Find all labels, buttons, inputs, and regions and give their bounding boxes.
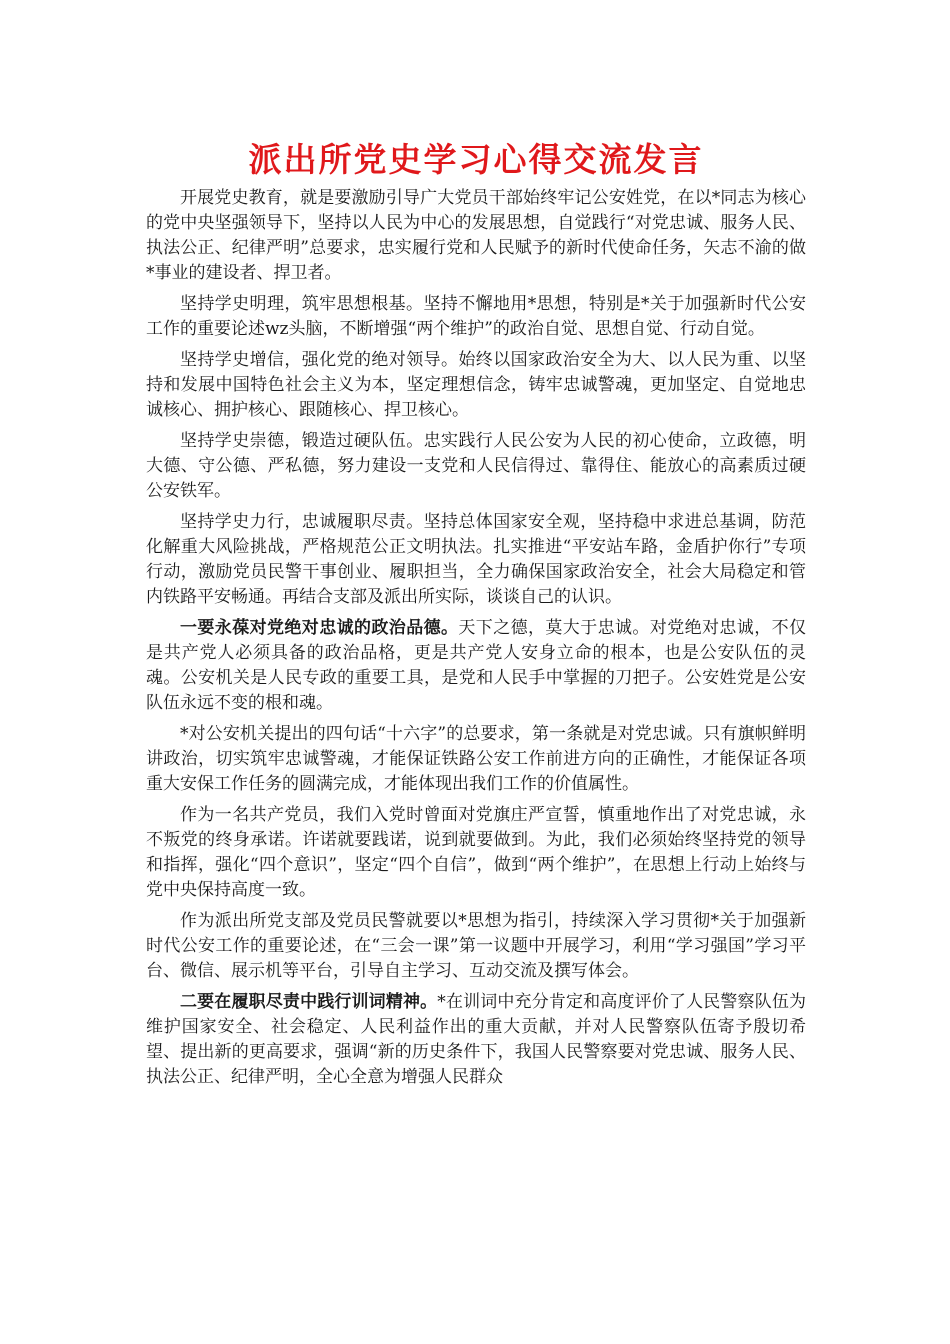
paragraph-lead: 一要永葆对党绝对忠诚的政治品德。 [180, 618, 459, 638]
paragraph-text: 坚持学史崇德，锻造过硬队伍。忠实践行人民公安为人民的初心使命，立政德，明大德、守公德、严私德，努力建设一支党和人民信得过、靠得住、能放心的高素质过硬公安铁军。 [146, 431, 806, 501]
paragraph [146, 909, 806, 984]
paragraph-text: 天下之德，莫大于忠诚。对党绝对忠诚，不仅是共产党人必须具备的政治品格，更是共产党人安身立命的根本，也是公安队伍的灵魂。公安机关是人民专政的重要工具，是党和人民手中掌握的刀把子。公安姓党是公安队伍永远不变的根和魂。 [146, 618, 807, 713]
paragraph-text: *在训词中充分肯定和高度评价了人民警察队伍为维护国家安全、社会稳定、人民利益作出的重大贡献，并对人民警察队伍寄予殷切希望、提出新的更高要求，强调“新的历史条件下，我国人民警察要对党忠诚、服务人民、执法公正、纪律严明，全心全意为增强人民群众 [146, 992, 807, 1087]
document-page [146, 138, 806, 1096]
paragraph [146, 803, 806, 903]
paragraph [146, 186, 806, 286]
paragraph [146, 990, 806, 1090]
paragraph [146, 722, 806, 797]
paragraph [146, 292, 806, 342]
paragraph [146, 510, 806, 610]
paragraph-text: 作为派出所党支部及党员民警就要以*思想为指引，持续深入学习贯彻*关于加强新时代公安工作的重要论述，在“三会一课”第一议题中开展学习，利用“学习强国”学习平台、微信、展示机等平台，引导自主学习、互动交流及撰写体会。 [146, 911, 806, 981]
paragraph-text: 开展党史教育，就是要激励引导广大党员干部始终牢记公安姓党，在以*同志为核心的党中央坚强领导下，坚持以人民为中心的发展思想，自觉践行“对党忠诚、服务人民、执法公正、纪律严明”总要求，忠实履行党和人民赋予的新时代使命任务，矢志不渝的做*事业的建设者、捍卫者。 [146, 188, 806, 283]
document-title: 派出所党史学习心得交流发言 [248, 140, 704, 179]
paragraph [146, 429, 806, 504]
paragraph-text: 坚持学史力行，忠诚履职尽责。坚持总体国家安全观，坚持稳中求进总基调，防范化解重大风险挑战，严格规范公正文明执法。扎实推进“平安站车路，金盾护你行”专项行动，激励党员民警干事创业、履职担当，全力确保国家政治安全，社会大局稳定和管内铁路平安畅通。再结合支部及派出所实际，谈谈自己的认识。 [146, 512, 806, 607]
paragraph [146, 616, 806, 716]
paragraph-lead: 二要在履职尽责中践行训词精神。 [180, 992, 438, 1012]
paragraph-text: 坚持学史明理，筑牢思想根基。坚持不懈地用*思想，特别是*关于加强新时代公安工作的重要论述wz头脑，不断增强“两个维护”的政治自觉、思想自觉、行动自觉。 [146, 294, 806, 339]
document-body [146, 186, 806, 1090]
paragraph-text: 坚持学史增信，强化党的绝对领导。始终以国家政治安全为大、以人民为重、以坚持和发展中国特色社会主义为本，坚定理想信念，铸牢忠诚警魂，更加坚定、自觉地忠诚核心、拥护核心、跟随核心、捍卫核心。 [146, 350, 806, 420]
paragraph [146, 348, 806, 423]
paragraph-text: 作为一名共产党员，我们入党时曾面对党旗庄严宣誓，慎重地作出了对党忠诚，永不叛党的终身承诺。许诺就要践诺，说到就要做到。为此，我们必须始终坚持党的领导和指挥，强化“四个意识”，坚定“四个自信”，做到“两个维护”，在思想上行动上始终与党中央保持高度一致。 [146, 805, 806, 900]
paragraph-text: *对公安机关提出的四句话“十六字”的总要求，第一条就是对党忠诚。只有旗帜鲜明讲政治，切实筑牢忠诚警魂，才能保证铁路公安工作前进方向的正确性，才能保证各项重大安保工作任务的圆满完成，才能体现出我们工作的价值属性。 [146, 724, 806, 794]
